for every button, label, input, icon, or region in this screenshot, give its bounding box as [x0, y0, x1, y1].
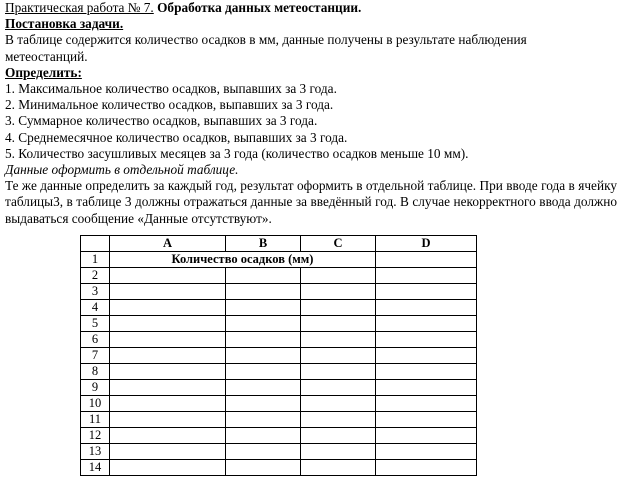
- header-line: [5, 0, 617, 16]
- table-row: [81, 380, 477, 396]
- task-heading: Постановка задачи.: [5, 16, 124, 32]
- table-cell: [110, 396, 226, 412]
- row-number: 2: [81, 268, 110, 284]
- table-row: [81, 428, 477, 444]
- table-row: [81, 444, 477, 460]
- table-cell: [301, 428, 376, 444]
- column-header-d: D: [376, 236, 477, 252]
- table-cell: [110, 332, 226, 348]
- task-text-2: метеостанций.: [5, 48, 88, 64]
- table-cell: [301, 460, 376, 476]
- table-cell: [226, 444, 301, 460]
- table-cell: [110, 444, 226, 460]
- table-row: [81, 460, 477, 476]
- table-row: [81, 268, 477, 284]
- corner-cell: [81, 236, 110, 252]
- table-cell: [376, 300, 477, 316]
- table-row: [81, 364, 477, 380]
- document: [5, 0, 617, 227]
- row-number: 9: [81, 380, 110, 396]
- table-cell: [226, 300, 301, 316]
- list-item: 5. Количество засушливых месяцев за 3 года (количество осадков меньше 10 мм).: [5, 145, 469, 161]
- task-text-1: В таблице содержится количество осадков в мм, данные получены в результате наблюдения: [5, 32, 527, 48]
- table-cell: [376, 460, 477, 476]
- row-number: 6: [81, 332, 110, 348]
- table-cell: [301, 268, 376, 284]
- table-cell: [376, 380, 477, 396]
- row-number: 8: [81, 364, 110, 380]
- precipitation-table: [80, 235, 477, 476]
- table-cell: [376, 252, 477, 268]
- determine-heading: Определить:: [5, 64, 82, 80]
- work-title: Обработка данных метеостанции.: [157, 0, 362, 15]
- table-cell: [376, 316, 477, 332]
- precipitation-table-wrap: [80, 235, 477, 476]
- table-row: [81, 332, 477, 348]
- table-cell: [376, 444, 477, 460]
- table-cell: [110, 300, 226, 316]
- table-cell: [226, 268, 301, 284]
- table-cell: [301, 284, 376, 300]
- row-number: 7: [81, 348, 110, 364]
- table-row: [81, 252, 477, 268]
- table-cell: [376, 364, 477, 380]
- table-cell: [376, 428, 477, 444]
- table-cell: [301, 348, 376, 364]
- table-cell: [226, 460, 301, 476]
- table-cell: [226, 348, 301, 364]
- table-row: [81, 300, 477, 316]
- table-cell: [301, 316, 376, 332]
- table-row: [81, 316, 477, 332]
- table-cell: [110, 268, 226, 284]
- table-cell: [376, 332, 477, 348]
- table-cell: [301, 396, 376, 412]
- list-item: 2. Минимальное количество осадков, выпавших за 3 года.: [5, 97, 334, 113]
- table-cell: [301, 364, 376, 380]
- table-cell: [301, 380, 376, 396]
- row-number: 10: [81, 396, 110, 412]
- table-cell: [376, 396, 477, 412]
- row-number: 14: [81, 460, 110, 476]
- table-cell: [376, 348, 477, 364]
- table-row: [81, 284, 477, 300]
- table-cell: [226, 428, 301, 444]
- table-cell: [301, 444, 376, 460]
- table-cell: [226, 284, 301, 300]
- table-cell: [110, 316, 226, 332]
- row-number: 13: [81, 444, 110, 460]
- work-label: Практическая работа № 7.: [5, 0, 154, 15]
- list-item: 1. Максимальное количество осадков, выпавших за 3 года.: [5, 81, 337, 97]
- table-row: [81, 348, 477, 364]
- table-cell: [110, 284, 226, 300]
- table-cell: [226, 364, 301, 380]
- table-cell: [226, 412, 301, 428]
- list-item: 4. Среднемесячное количество осадков, выпавших за 3 года.: [5, 129, 348, 145]
- column-header-b: B: [226, 236, 301, 252]
- table-cell: [301, 412, 376, 428]
- row-number: 4: [81, 300, 110, 316]
- table-cell: [226, 316, 301, 332]
- table-cell: [110, 380, 226, 396]
- table-cell: [226, 332, 301, 348]
- table-cell: [110, 364, 226, 380]
- table-cell: [110, 412, 226, 428]
- note-text: Данные оформить в отдельной таблице.: [5, 162, 239, 178]
- table-cell: [376, 268, 477, 284]
- row-number: 1: [81, 252, 110, 268]
- table-cell: [226, 380, 301, 396]
- determine-list: [5, 81, 617, 162]
- list-item: 3. Суммарное количество осадков, выпавших за 3 года.: [5, 113, 318, 129]
- instructions-paragraph: Те же данные определить за каждый год, результат оформить в отдельной таблице. При вводе года в ячейку таблицы3, в таблице 3 должны отражаться данные за введённый год. В случае некорректного ввода должно выдаваться сообщение «Данные отсутствуют».: [5, 178, 617, 226]
- table-cell: [110, 460, 226, 476]
- row-number: 5: [81, 316, 110, 332]
- table-row: [81, 412, 477, 428]
- row-number: 11: [81, 412, 110, 428]
- table-cell: [110, 348, 226, 364]
- table-cell: [301, 300, 376, 316]
- column-header-c: C: [301, 236, 376, 252]
- table-title: Количество осадков (мм): [110, 252, 376, 268]
- column-header-a: A: [110, 236, 226, 252]
- table-cell: [301, 332, 376, 348]
- table-row: [81, 396, 477, 412]
- column-header-row: [81, 236, 477, 252]
- row-number: 3: [81, 284, 110, 300]
- row-number: 12: [81, 428, 110, 444]
- table-cell: [226, 396, 301, 412]
- table-cell: [376, 412, 477, 428]
- table-cell: [376, 284, 477, 300]
- table-cell: [110, 428, 226, 444]
